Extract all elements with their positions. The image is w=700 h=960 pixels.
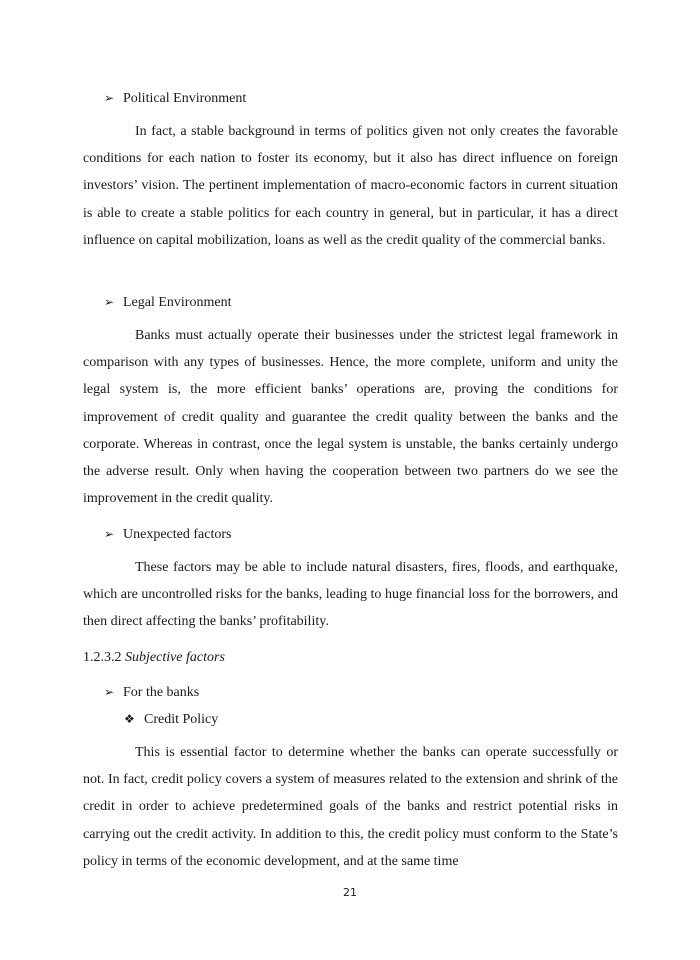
legal-paragraph: Banks must actually operate their businesses under the strictest legal framework in comparison with any types of businesses. Hence, the more complete, uniform and unity the legal system is, the more efficient banks’ operations are, proving the conditions for improvement of credit quality and guarantee the credit quality between the banks and the corporate. Whereas in contrast, once the legal system is unstable, the banks certainly undergo the adverse result. Only when having the cooperation between two partners do we see the improvement in the credit quality. (83, 328, 618, 507)
section-number: 1.2.3.2 (83, 650, 122, 665)
legal-heading: Legal Environment (123, 295, 232, 310)
bullet-legal (104, 293, 231, 312)
unexpected-heading: Unexpected factors (123, 527, 232, 542)
bullet-for-banks (104, 683, 199, 702)
for-banks-heading: For the banks (123, 685, 200, 700)
section-title: Subjective factors (125, 650, 225, 665)
arrow-bullet-icon: ➢ (104, 91, 115, 105)
arrow-bullet-icon: ➢ (104, 295, 115, 309)
arrow-bullet-icon: ➢ (104, 527, 115, 541)
credit-policy-heading: Credit Policy (144, 712, 219, 727)
page-number: 21 (343, 886, 357, 899)
credit-policy-paragraph: This is essential factor to determine whether the banks can operate successfully or not. In fact, credit policy covers a system of measures related to the extension and shrink of the credit in order to achieve predetermined goals of the banks and restrict potential risks in carrying out the credit activity. In addition to this, the credit policy must conform to the State’s policy in terms of the economic development, and at the same time (83, 745, 618, 869)
political-paragraph: In fact, a stable background in terms of politics given not only creates the favorable conditions for each nation to foster its economy, but it also has direct influence on foreign investors’ vision. The pertinent implementation of macro-economic factors in current situation is able to create a stable politics for each country in general, but in particular, it has a direct influence on capital mobilization, loans as well as the credit quality of the commercial banks. (83, 124, 618, 248)
bullet-credit-policy (124, 710, 218, 729)
arrow-bullet-icon: ➢ (104, 685, 115, 699)
political-heading: Political Environment (123, 91, 247, 106)
bullet-political (104, 89, 246, 108)
unexpected-paragraph: These factors may be able to include natural disasters, fires, floods, and earthquake, which are uncontrolled risks for the banks, leading to huge financial loss for the borrowers, and then direct affecting the banks’ profitability. (83, 560, 618, 630)
diamond-bullet-icon: ❖ (124, 712, 135, 726)
subjective-factors-heading (83, 649, 225, 667)
bullet-unexpected (104, 525, 231, 544)
